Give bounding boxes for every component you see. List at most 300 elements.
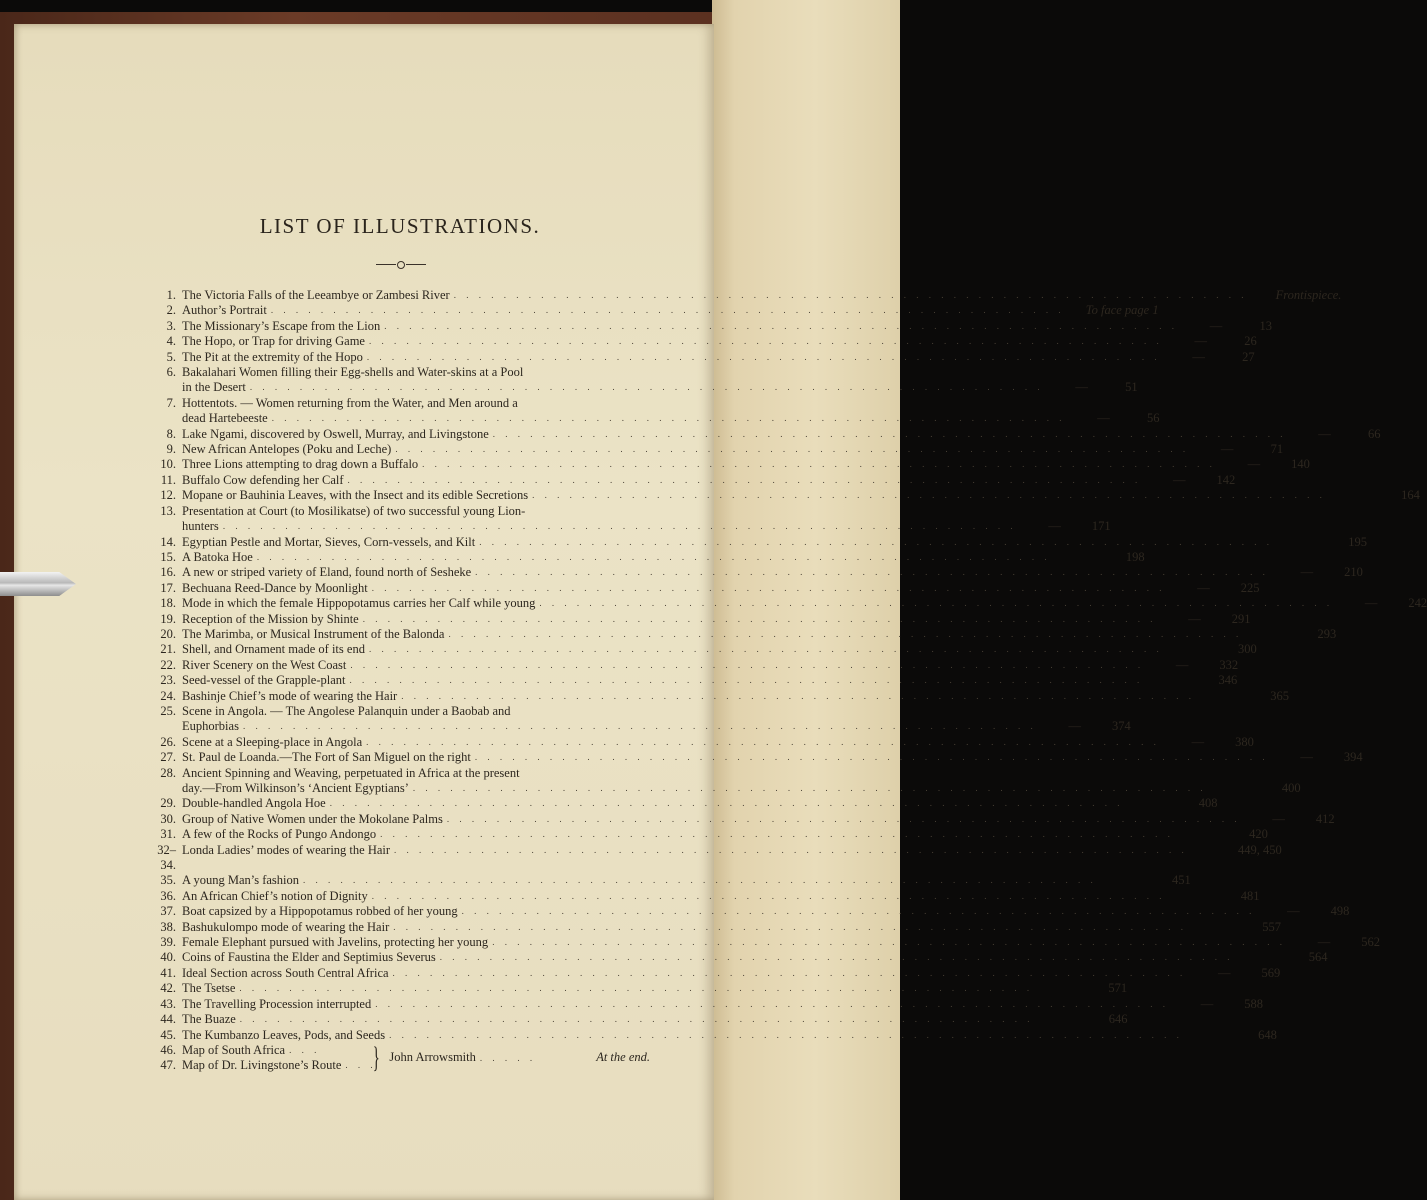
item-page <box>1069 303 1159 318</box>
item-body <box>176 843 1282 874</box>
item-body <box>176 920 1281 935</box>
item-title: Lake Ngami, discovered by Oswell, Murray, and Livingstone <box>182 426 489 441</box>
item-title: The Hopo, or Trap for driving Game <box>182 334 365 349</box>
leader-dots: . . . . . . . . . . . . . . . . . . . . . . . . . . . . . . . . . . . . . . . . . . . . . . . . . . . . . . . . . . . . . . . . <box>368 336 1163 347</box>
page-number: Frontispiece. <box>1275 288 1342 302</box>
list-item <box>150 457 1310 472</box>
item-title: The Missionary’s Escape from the Lion <box>182 318 381 333</box>
page-number: 66 <box>1368 426 1381 441</box>
item-number: 11. <box>160 472 176 487</box>
list-item <box>150 904 1350 919</box>
page-number: 400 <box>1281 781 1301 795</box>
item-body <box>176 766 1301 797</box>
item-body <box>176 334 1257 349</box>
leader-dots: . . . . . . . . . . . . . . . . . . . . . . . . . . . . . . . . . . . . . . . . . . . . . . . . . . . . . . . . . . . . . . . . <box>380 829 1174 840</box>
leader-dots: . . . . . . . . . . . . . . . . . . . . . . . . . . . . . . . . . . . . . . . . . . . . . . . . . . . . . . . . . . . . . . . . <box>303 875 1097 886</box>
page-number: 394 <box>1343 750 1363 765</box>
item-number: 12. <box>160 488 176 503</box>
item-line <box>182 735 1254 750</box>
list-item <box>150 534 1367 550</box>
item-page <box>1199 689 1289 704</box>
item-page <box>1170 889 1260 904</box>
dash-mark: — <box>1048 519 1061 534</box>
page-number: 374 <box>1111 719 1131 734</box>
item-line <box>182 350 1255 365</box>
leader-dots: . . . . . . . . . . . . . . . . . . . . . . . . . . . . . . . . . . . . . . . . . . . . . . . . . . . . . . . . . . . . . . . . <box>461 906 1256 917</box>
item-body <box>176 350 1255 365</box>
item-body <box>176 997 1263 1012</box>
maps-group <box>150 1040 650 1074</box>
dash-mark: — <box>1247 457 1261 472</box>
item-number: 7. <box>166 395 176 410</box>
list-item <box>150 334 1257 349</box>
page-number: 557 <box>1262 919 1281 934</box>
item-body <box>176 319 1272 334</box>
page-number: 449, 450 <box>1238 842 1282 857</box>
list-item <box>150 580 1260 596</box>
item-number: 6. <box>166 365 176 380</box>
item-body <box>176 1058 381 1073</box>
item-body <box>176 504 1111 535</box>
page-number: 71 <box>1270 442 1284 457</box>
item-number: 21. <box>160 642 176 657</box>
dash-mark: — <box>1318 426 1331 441</box>
item-body <box>176 427 1381 442</box>
item-line <box>182 904 1349 919</box>
item-number: 25. <box>160 703 176 718</box>
list-item <box>150 349 1255 365</box>
leader-dots: . . . . . . . . . . . . . . . . . . . . . . . . . . . . . . . . . . . . . . . . . . . . . . . . . . . . . . . . . . . . . . . . <box>389 1029 1183 1040</box>
item-number: 13. <box>160 503 176 518</box>
item-page <box>1178 827 1268 842</box>
item-number: 32–34. <box>157 842 176 873</box>
dash-mark: — <box>1218 965 1231 980</box>
item-body <box>176 704 1131 735</box>
leader-dots: . . . . . . . . . . . . . . . . . . . . . . . . . . . . . . . . . . . . . . . . . . . . . . . . . . . . . . . . . . . . . . . . <box>371 890 1166 901</box>
leader-dots: . . . . . . . . . . . . . . . . . . . . . . . . . . . . . . . . . . . . . . . . . . . . . . . . . . . . . . . . . . . . . . . . <box>368 644 1163 655</box>
list-item <box>150 673 1238 688</box>
item-line <box>182 550 1145 565</box>
item-body <box>176 689 1289 704</box>
leader-dots: . . . . . . . . . . . . . . . . . . . . . . . . . . . . . . . . . . . . . . . . . . . . . . . . . . . . . . . . . . . . . . . . <box>439 952 1234 963</box>
item-body <box>176 365 1138 396</box>
brace-mark: } <box>372 1040 380 1074</box>
item-line <box>182 427 1381 442</box>
item-line <box>182 843 1282 858</box>
list-item <box>150 565 1363 580</box>
leader-dots: . . . . . . . . . . . . . . . . . . . . . . . . . . . . . . . . . . . . . . . . . . . . . . . . . . . . . . . . . . . . . . . . <box>271 413 1066 424</box>
leader-dots: . . . . . . . . . . . . . . . . . . . . . . . . . . . . . . . . . . . . . . . . . . . . . . . . . . . . . . . . . . . . . . . . <box>422 459 1216 470</box>
item-line <box>182 303 1159 318</box>
item-title: Coins of Faustina the Elder and Septimius Severus <box>182 950 436 965</box>
leader-dots: . . . <box>289 1044 321 1055</box>
page-number: 648 <box>1258 1027 1277 1042</box>
item-line <box>182 488 1420 503</box>
item-title: Shell, and Ornament made of its end <box>182 642 365 657</box>
item-line <box>182 750 1363 765</box>
item-number: 46. <box>160 1042 176 1057</box>
item-body <box>176 1012 1128 1027</box>
item-title: A young Man’s fashion <box>182 873 300 888</box>
item-page <box>1330 488 1420 503</box>
item-page <box>1191 920 1281 935</box>
item-body <box>176 889 1260 904</box>
leader-dots: . . . . . . . . . . . . . . . . . . . . . . . . . . . . . . . . . . . . . . . . . . . . . . . . . . . . . . . . . . . . . . . . <box>375 998 1169 1009</box>
item-line <box>182 473 1235 488</box>
list-item <box>150 611 1251 627</box>
item-line <box>182 935 1380 950</box>
dash-mark: — <box>1197 580 1210 595</box>
page-number: 564 <box>1308 950 1328 965</box>
list-item <box>150 442 1284 457</box>
item-body <box>176 550 1145 565</box>
item-title: Three Lions attempting to drag down a Buffalo <box>182 457 419 472</box>
item-line <box>182 565 1363 580</box>
item-title: Double-handled Angola Hoe <box>182 796 326 811</box>
dash-mark: — <box>1364 596 1378 611</box>
list-item <box>150 981 1128 996</box>
maps-items <box>150 1042 377 1073</box>
item-body <box>176 1028 1277 1043</box>
item-number: 35. <box>160 873 176 888</box>
item-page <box>1193 442 1283 457</box>
item-title: The Victoria Falls of the Leeambye or Zambesi River <box>182 288 450 302</box>
list-item <box>150 873 1191 888</box>
list-item <box>150 919 1281 935</box>
item-line <box>182 1043 365 1058</box>
item-page <box>1160 612 1250 627</box>
list-item <box>150 842 1282 874</box>
item-title: Ideal Section across South Central Africa <box>182 965 389 980</box>
item-title: Presentation at Court (to Mosilikatse) of two successful young Lion- <box>182 503 526 518</box>
item-page <box>1211 781 1301 796</box>
item-line <box>182 1058 381 1073</box>
item-line <box>182 781 1301 796</box>
item-page <box>1147 673 1237 688</box>
dash-mark: — <box>1287 904 1300 919</box>
item-number: 5. <box>166 349 176 364</box>
item-number: 23. <box>160 673 176 688</box>
list-item <box>150 626 1337 642</box>
leader-dots: . . . . . . . . . . . . . . . . . . . . . . . . . . . . . . . . . . . . . . . . . . . . . . . . . . . . . . . . . . . . . . . . <box>392 967 1187 978</box>
item-title: Scene at a Sleeping-place in Angola <box>182 734 363 749</box>
item-title: Mopane or Bauhinia Leaves, with the Insect and its edible Secretions <box>182 488 529 503</box>
list-item <box>150 1012 1128 1027</box>
list-item <box>150 765 1301 797</box>
list-item <box>150 935 1380 950</box>
page-number: 498 <box>1330 904 1350 919</box>
leader-dots: . . . . . . . . . . . . . . . . . . . . . . . . . . . . . . . . . . . . . . . . . . . . . . . . . . . . . . . . . . . . . . . . <box>394 844 1188 855</box>
item-line <box>182 612 1250 627</box>
item-page <box>1187 1028 1277 1043</box>
dash-mark: — <box>1300 565 1314 580</box>
item-line <box>182 1028 1277 1043</box>
item-page <box>1145 473 1235 488</box>
page-number: 291 <box>1231 611 1251 626</box>
list-item <box>150 1057 377 1073</box>
item-body <box>176 596 1427 611</box>
item-line <box>182 796 1217 811</box>
list-item <box>150 642 1257 657</box>
item-page <box>1048 380 1138 395</box>
item-number: 8. <box>166 426 176 441</box>
item-body <box>176 873 1191 888</box>
list-item <box>150 318 1272 334</box>
dash-mark: — <box>1175 657 1189 672</box>
item-number: 41. <box>160 965 176 980</box>
leader-dots: . . . . . . . . . . . . . . . . . . . . . . . . . . . . . . . . . . . . . . . . . . . . . . . . . . . . . . . . . . . . . . . . <box>412 783 1207 793</box>
page-number: 481 <box>1240 888 1260 903</box>
page-number: 198 <box>1125 549 1145 564</box>
leader-dots: . . . . . . . . . . . . . . . . . . . . . . . . . . . . . . . . . . . . . . . . . . . . . . . . . . . . . . . . . . . . . . . . <box>366 736 1160 747</box>
item-line <box>182 380 1138 395</box>
item-line <box>182 442 1283 457</box>
item-number: 2. <box>166 303 176 318</box>
leader-dots: . . . . . . . . . . . . . . . . . . . . . . . . . . . . . . . . . . . . . . . . . . . . . . . . . . . . . . . . . . . . . . . . <box>239 1014 1034 1025</box>
item-number: 29. <box>160 796 176 811</box>
dash-mark: — <box>1220 442 1234 457</box>
leader-dots: . . . . . . . . . . . . . . . . . . . . . . . . . . . . . . . . . . . . . . . . . . . . . . . . . . . . . . . . . . . . . . . . <box>366 351 1161 362</box>
item-title: The Tsetse <box>182 981 236 996</box>
leader-dots: . . . . . . . . . . . . . . . . . . . . . . . . . . . . . . . . . . . . . . . . . . . . . . . . . . . . . . . . . . . . . . . . <box>448 628 1243 639</box>
page-number: 346 <box>1218 673 1238 688</box>
item-title: A new or striped variety of Eland, found north of Sesheke <box>182 565 472 580</box>
item-page <box>1164 735 1254 750</box>
item-page <box>1291 427 1381 442</box>
item-body <box>176 473 1235 488</box>
item-line <box>182 581 1259 596</box>
item-title: Group of Native Women under the Mokolane Palms <box>182 811 443 826</box>
item-page <box>1273 565 1363 580</box>
item-line <box>182 596 1427 611</box>
page-number: 56 <box>1146 411 1160 426</box>
item-line <box>182 689 1289 704</box>
item-number: 15. <box>160 549 176 564</box>
page-number: 365 <box>1270 688 1289 703</box>
item-line <box>182 920 1281 935</box>
item-body <box>176 442 1283 457</box>
dash-mark: — <box>1272 811 1285 826</box>
dash-mark: — <box>1317 935 1331 950</box>
item-number: 22. <box>160 657 176 672</box>
item-body <box>176 796 1217 811</box>
item-page <box>1173 997 1263 1012</box>
item-body <box>176 1043 365 1058</box>
page-number: 588 <box>1244 996 1263 1011</box>
item-page <box>1251 288 1341 303</box>
item-line <box>182 457 1310 472</box>
leader-dots: . . . . . . . . . . . . . . . . . . . . . . . . . . . . . . . . . . . . . . . . . . . . . . . . . . . . . . . . . . . . . . . . <box>474 752 1269 763</box>
item-body <box>176 981 1127 996</box>
page-number: 451 <box>1172 873 1191 888</box>
leader-dots: . . . . . . . . . . . . . . . . . . . . . . . . . . . . . . . . . . . . . . . . . . . . . . . . . . . . . . . . . . . . . . . . <box>446 813 1241 824</box>
item-page <box>1037 981 1127 996</box>
item-body <box>176 642 1257 657</box>
item-number: 14. <box>160 534 176 549</box>
page-number: 142 <box>1216 472 1236 487</box>
item-number: 44. <box>160 1012 176 1027</box>
list-item <box>150 365 1138 396</box>
list-item <box>150 703 1131 735</box>
item-title: St. Paul de Loanda.—The Fort of San Miguel on the right <box>182 750 471 765</box>
item-page <box>1273 750 1363 765</box>
dash-mark: — <box>1191 734 1205 749</box>
item-page <box>1041 719 1131 734</box>
item-title: Buffalo Cow defending her Calf <box>182 472 344 487</box>
item-title: New African Antelopes (Poku and Leche) <box>182 442 392 457</box>
list-item <box>150 472 1236 488</box>
item-title: Author’s Portrait <box>182 303 267 318</box>
item-line <box>182 981 1127 996</box>
page-number: 225 <box>1240 580 1260 595</box>
list-item <box>150 596 1427 611</box>
list-item <box>150 1027 1277 1043</box>
item-title: Boat capsized by a Hippopotamus robbed of her young <box>182 904 458 919</box>
item-page <box>1055 550 1145 565</box>
item-body <box>176 658 1238 673</box>
item-title: Ancient Spinning and Weaving, perpetuated in Africa at the present <box>182 765 520 780</box>
item-number: 24. <box>160 688 176 703</box>
map-maker: John Arrowsmith <box>389 1050 476 1065</box>
item-number: 26. <box>160 734 176 749</box>
item-body <box>176 935 1380 950</box>
dash-mark: — <box>1192 349 1205 364</box>
item-number: 9. <box>166 442 176 457</box>
item-title: River Scenery on the West Coast <box>182 657 347 672</box>
item-line <box>182 673 1237 688</box>
leader-dots: . . . . . . . . . . . . . . . . . . . . . . . . . . . . . . . . . . . . . . . . . . . . . . . . . . . . . . . . . . . . . . . . <box>222 521 1017 532</box>
item-page <box>1167 334 1257 349</box>
item-body <box>176 565 1363 580</box>
item-page <box>1337 596 1427 611</box>
item-body <box>176 535 1367 550</box>
item-number: 28. <box>160 765 176 780</box>
item-title: Female Elephant pursued with Javelins, protecting her young <box>182 935 489 950</box>
item-page <box>1220 457 1310 472</box>
item-body <box>176 950 1328 965</box>
leader-dots: . . . . . . . . . . . . . . . . . . . . . . . . . . . . . . . . . . . . . . . . . . . . . . . . . . . . . . . . . . . . . . . . <box>249 382 1044 393</box>
page-number: 571 <box>1108 981 1128 996</box>
illustration-list <box>150 288 1427 1074</box>
leader-dots: . . . . . . . . . . . . . . . . . . . . . . . . . . . . . . . . . . . . . . . . . . . . . . . . . . . . . . . . . . . . . . . . <box>492 937 1286 948</box>
item-body <box>176 673 1237 688</box>
dash-mark: — <box>1188 611 1201 626</box>
item-page <box>1167 642 1257 657</box>
item-page <box>1148 658 1238 673</box>
item-page <box>1192 843 1282 858</box>
page-number: 195 <box>1348 534 1367 549</box>
leader-dots: . . . <box>345 1059 377 1070</box>
item-page <box>1021 519 1111 534</box>
leader-dots: . . . . . . . . . . . . . . . . . . . . . . . . . . . . . . . . . . . . . . . . . . . . . . . . . . . . . . . . . . . . . . . . <box>270 305 1065 316</box>
item-title: The Travelling Procession interrupted <box>182 996 372 1011</box>
item-title: Map of Dr. Livingstone’s Route <box>182 1057 342 1072</box>
item-number: 30. <box>160 811 176 826</box>
item-title: in the Desert <box>182 380 246 395</box>
leader-dots: . . . . . . . . . . . . . . . . . . . . . . . . . . . . . . . . . . . . . . . . . . . . . . . . . . . . . . . . . . . . . . . . <box>479 536 1273 547</box>
item-page <box>1290 935 1380 950</box>
item-line <box>182 873 1191 888</box>
item-title: Bechuana Reed-Dance by Moonlight <box>182 580 368 595</box>
list-item <box>150 488 1420 503</box>
item-title: Bashukulompo mode of wearing the Hair <box>182 919 390 934</box>
leader-dots: . . . . . . . . . . . . . . . . . . . . . . . . . . . . . . . . . . . . . . . . . . . . . . . . . . . . . . . . . . . . . . . . <box>350 659 1145 670</box>
item-page <box>1101 873 1191 888</box>
list-item <box>150 657 1239 673</box>
list-item <box>150 950 1328 965</box>
page-number: 210 <box>1344 565 1363 580</box>
dash-mark: — <box>1209 318 1223 333</box>
item-number: 3. <box>166 318 176 333</box>
item-number: 31. <box>160 827 176 842</box>
item-line <box>182 1012 1128 1027</box>
page-number: 412 <box>1315 811 1335 826</box>
list-item <box>150 303 1159 318</box>
item-line <box>182 658 1238 673</box>
dash-mark: — <box>1173 472 1186 487</box>
leader-dots: . . . . . . . . . . . . . . . . . . . . . . . . . . . . . . . . . . . . . . . . . . . . . . . . . . . . . . . . . . . . . . . . <box>256 551 1051 562</box>
leader-dots: . . . . . . . . . . . . . . . . . . . . . . . . . . . . . . . . . . . . . . . . . . . . . . . . . . . . . . . . . . . . . . . . <box>539 598 1334 609</box>
item-title: Map of South Africa <box>182 1042 286 1057</box>
item-title: hunters <box>182 519 219 534</box>
item-page <box>1038 1012 1128 1027</box>
leader-dots: . . . . . . . . . . . . . . . . . . . . . . . . . . . . . . . . . . . . . . . . . . . . . . . . . . . . . . . . . . . . . . . . <box>362 613 1157 624</box>
item-page <box>1069 411 1159 426</box>
item-title: Reception of the Mission by Shinte <box>182 611 359 626</box>
item-line <box>182 627 1336 642</box>
item-body <box>176 457 1310 472</box>
dash-mark: — <box>1300 750 1313 765</box>
item-title: Bakalahari Women filling their Egg-shells and Water-skins at a Pool <box>182 365 524 380</box>
item-body <box>176 735 1254 750</box>
item-number: 39. <box>160 935 176 950</box>
item-number: 47. <box>160 1057 176 1072</box>
item-number: 38. <box>160 919 176 934</box>
list-item <box>150 888 1260 904</box>
item-line <box>182 535 1367 550</box>
item-body <box>176 627 1336 642</box>
page-number: 408 <box>1198 796 1218 811</box>
leader-dots: . . . . . . . . . . . . . . . . . . . . . . . . . . . . . . . . . . . . . . . . . . . . . . . . . . . . . . . . . . . . . . . . <box>492 428 1287 439</box>
list-item <box>150 996 1263 1012</box>
item-body <box>176 288 1341 303</box>
page-number: 420 <box>1249 827 1268 842</box>
list-item <box>150 1043 365 1058</box>
item-line <box>182 997 1263 1012</box>
item-page <box>1246 627 1336 642</box>
item-number: 36. <box>160 888 176 903</box>
page-number: 51 <box>1125 380 1138 395</box>
item-line <box>182 719 1131 734</box>
list-item <box>150 811 1335 827</box>
item-title: Hottentots. — Women returning from the Water, and Men around a <box>182 395 518 410</box>
item-body <box>176 904 1349 919</box>
item-line <box>182 288 1341 303</box>
page-number: 13 <box>1259 318 1272 333</box>
page-number: 569 <box>1261 965 1281 980</box>
page-number: 140 <box>1291 457 1310 472</box>
leader-dots: . . . . . . . . . . . . . . . . . . . . . . . . . . . . . . . . . . . . . . . . . . . . . . . . . . . . . . . . . . . . . . . . <box>242 721 1037 732</box>
item-line <box>182 812 1335 827</box>
list-item <box>150 688 1289 704</box>
item-page <box>1190 966 1280 981</box>
item-body <box>176 488 1420 503</box>
item-title: dead Hartebeeste <box>182 411 268 426</box>
item-number: 40. <box>160 950 176 965</box>
leader-dots: . . . . . <box>479 1052 537 1063</box>
list-item <box>150 796 1218 811</box>
leader-dots: . . . . . . . . . . . . . . . . . . . . . . . . . . . . . . . . . . . . . . . . . . . . . . . . . . . . . . . . . . . . . . . . <box>329 798 1124 809</box>
